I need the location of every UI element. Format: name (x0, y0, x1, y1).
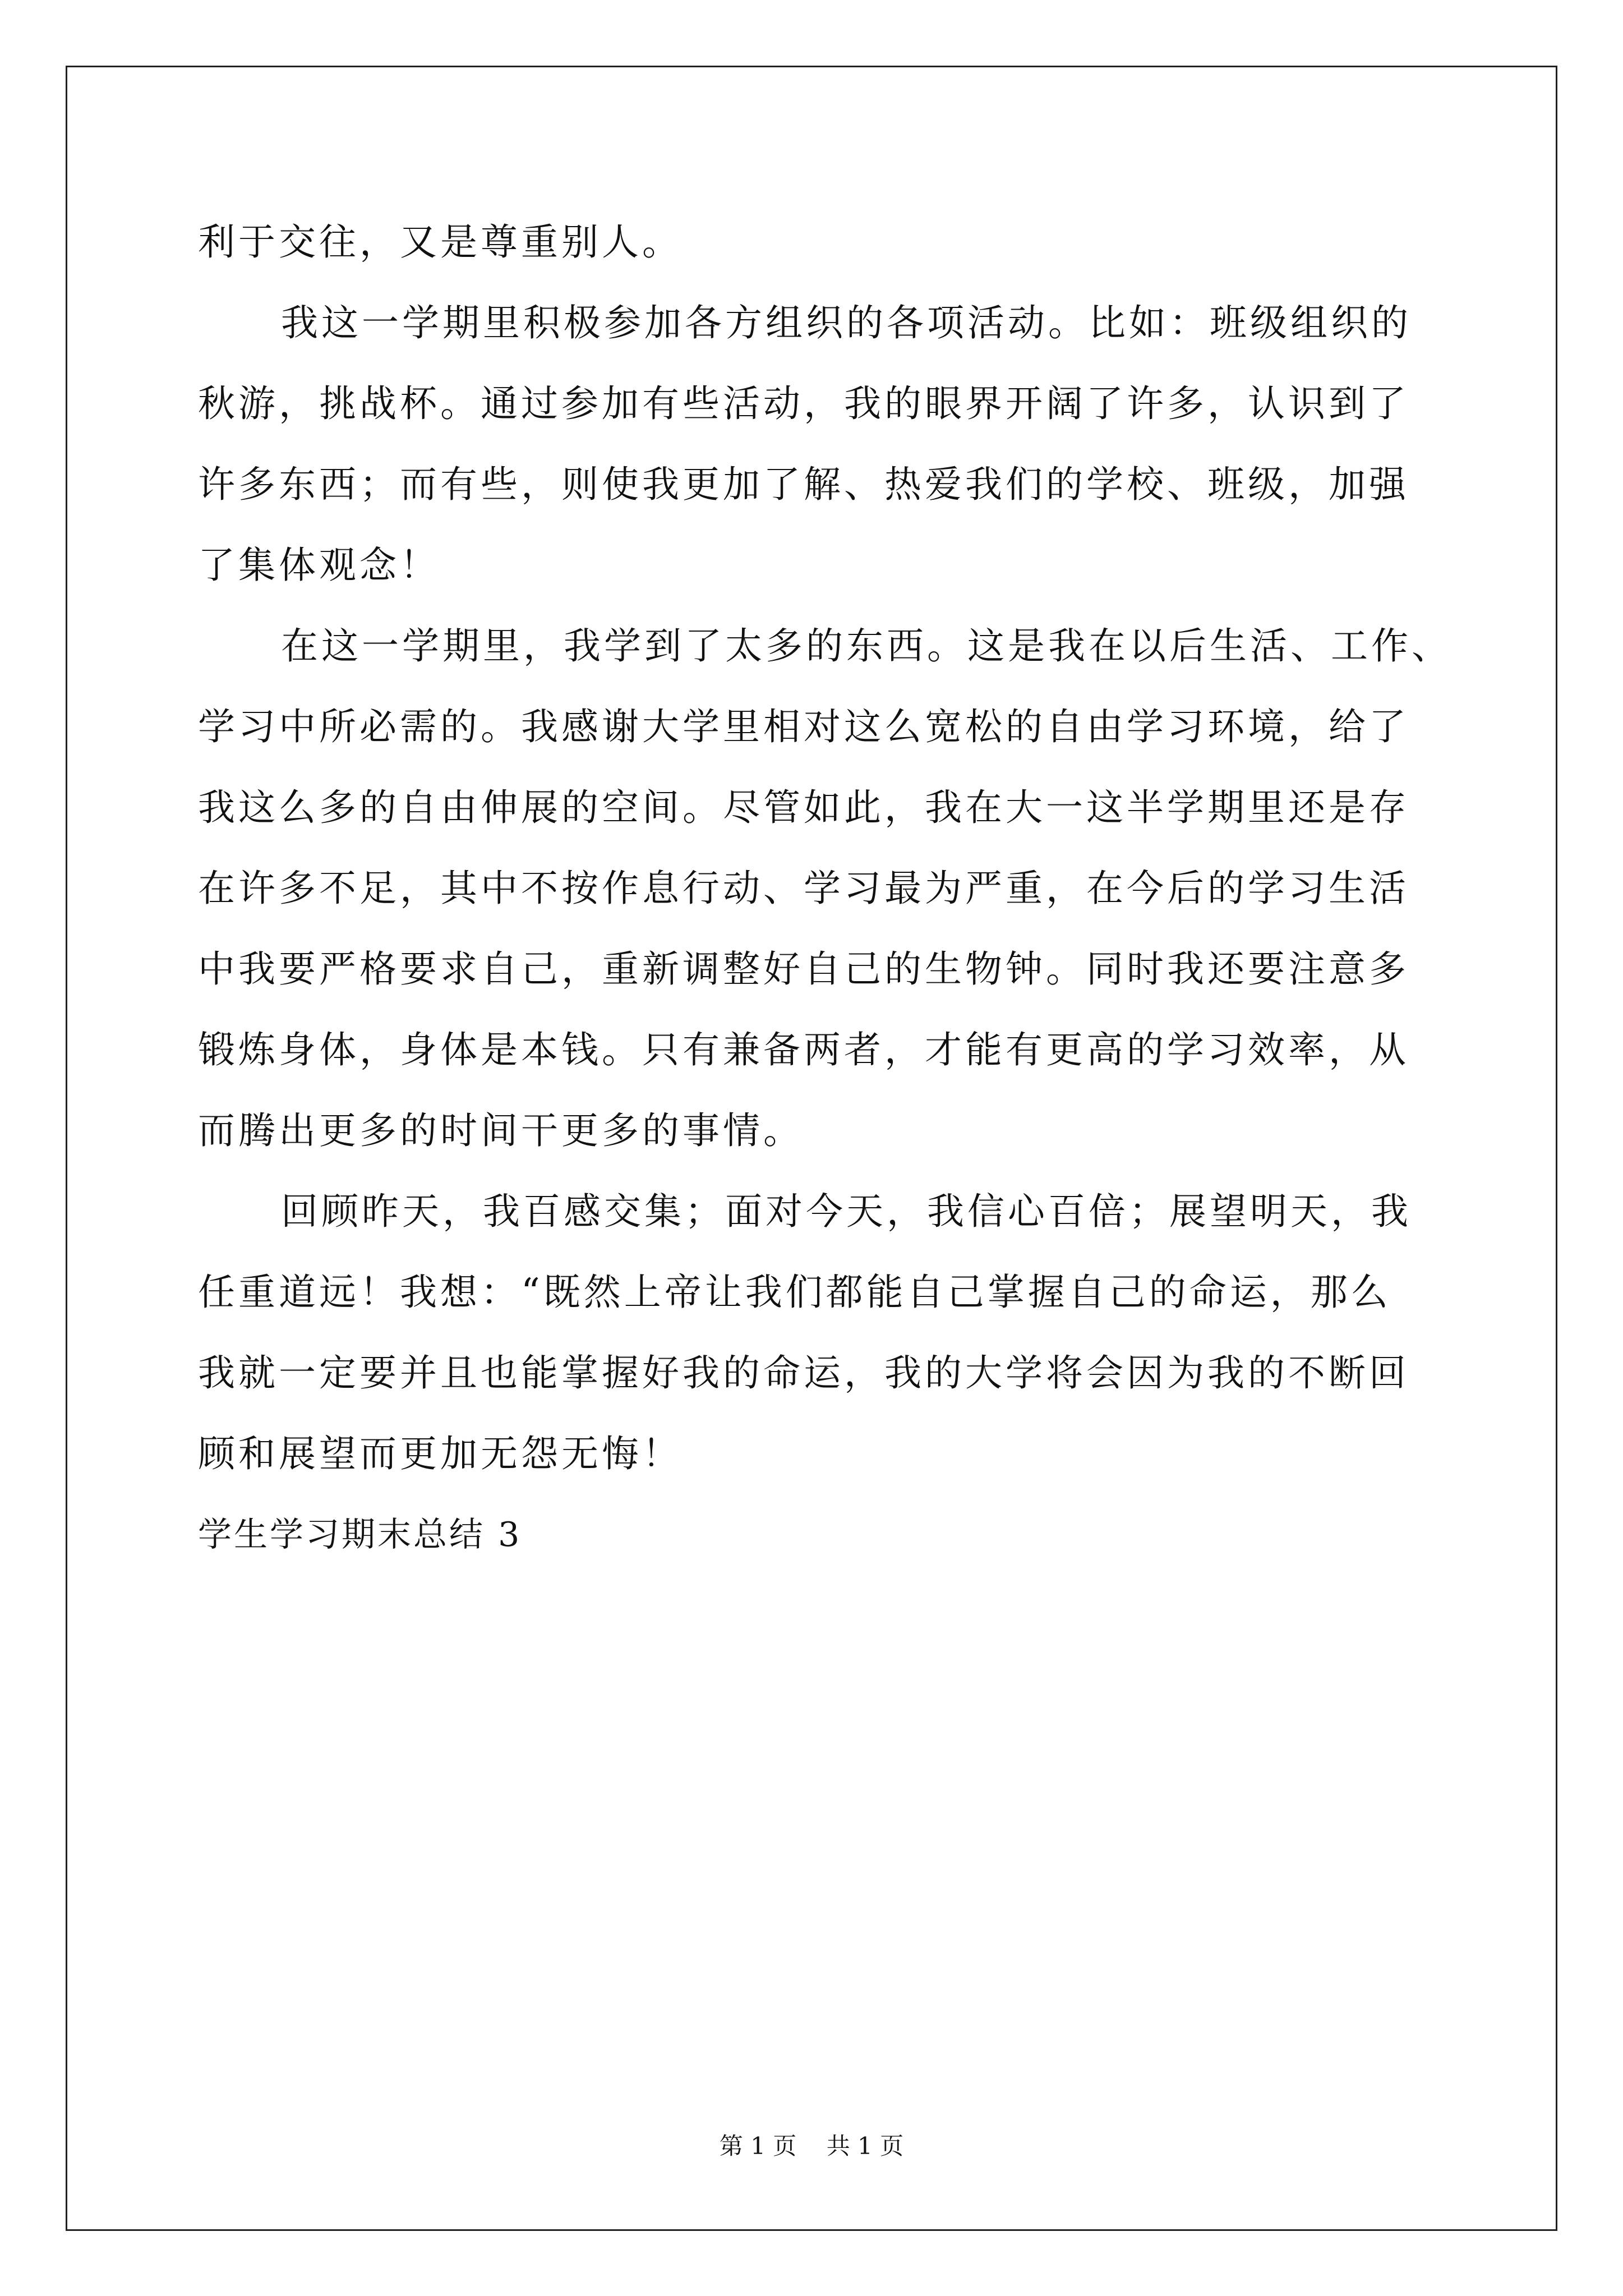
text-line: 顾和展望而更加无怨无悔！ (198, 1432, 683, 1475)
text-line: 我就一定要并且也能掌握好我的命运，我的大学将会因为我的不断回 (198, 1351, 1409, 1395)
section-heading: 学生学习期末总结 3 (198, 1515, 522, 1554)
text-line: 了集体观念！ (198, 544, 440, 587)
paragraph-start-line: 在这一学期里，我学到了太多的东西。这是我在以后生活、工作、 (281, 624, 1452, 668)
text-line: 学习中所必需的。我感谢大学里相对这么宽松的自由学习环境，给了 (198, 705, 1409, 748)
paragraph-start-line: 回顾昨天，我百感交集；面对今天，我信心百倍；展望明天，我 (281, 1190, 1412, 1233)
text-line: 在许多不足，其中不按作息行动、学习最为严重，在今后的学习生活 (198, 867, 1409, 910)
text-line: 中我要严格要求自己，重新调整好自己的生物钟。同时我还要注意多 (198, 947, 1409, 991)
text-line: 锻炼身体，身体是本钱。只有兼备两者，才能有更高的学习效率，从 (198, 1028, 1409, 1071)
text-line: 许多东西；而有些，则使我更加了解、热爱我们的学校、班级，加强 (198, 463, 1409, 506)
paragraph-start-line: 我这一学期里积极参加各方组织的各项活动。比如：班级组织的 (281, 301, 1412, 344)
text-line: 我这么多的自由伸展的空间。尽管如此，我在大一这半学期里还是存 (198, 786, 1409, 829)
document-body (198, 202, 1452, 1575)
text-line: 而腾出更多的时间干更多的事情。 (198, 1109, 804, 1152)
text-line: 任重道远！我想：“既然上帝让我们都能自己掌握自己的命运，那么 (198, 1271, 1391, 1314)
page-number-footer: 第 1 页 共 1 页 (719, 2132, 904, 2160)
text-line: 秋游，挑战杯。通过参加有些活动，我的眼界开阔了许多，认识到了 (198, 382, 1409, 425)
text-line: 利于交往，又是尊重别人。 (198, 220, 683, 264)
